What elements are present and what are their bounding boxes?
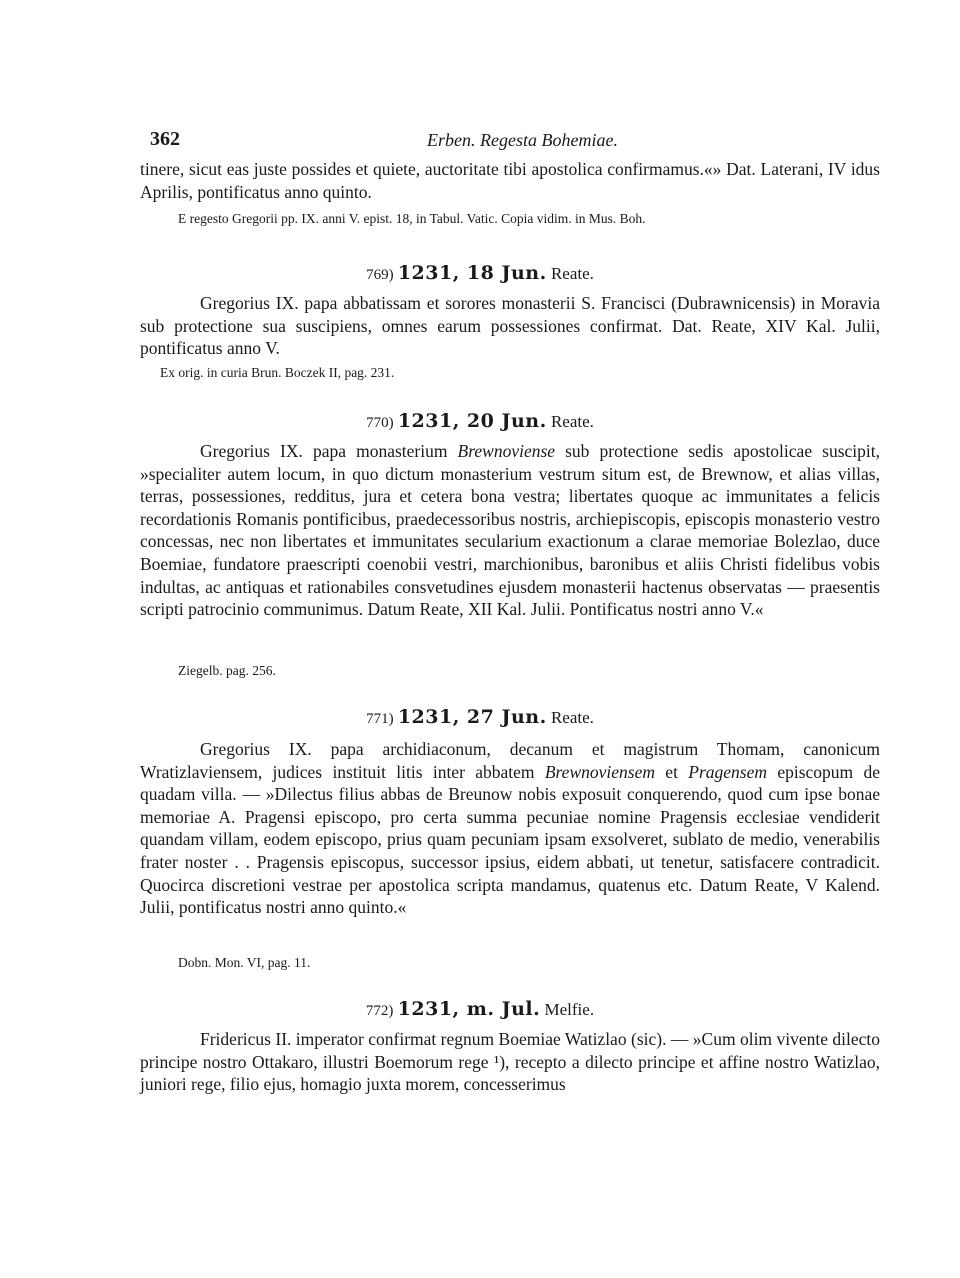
entry-date: 1231, 20 Jun.	[397, 410, 547, 432]
entry-771-heading	[0, 706, 960, 728]
entry-date: 1231, 18 Jun.	[397, 262, 547, 284]
entry-771-source: Dobn. Mon. VI, pag. 11.	[178, 955, 311, 970]
continuation-block	[140, 158, 880, 203]
entry-text: Gregorius IX. papa monasterium	[200, 441, 458, 461]
page-header	[150, 128, 870, 152]
entry-text-continued: sub protectione sedis apostolicae suscipit, »specialiter autem locum, in quo dictum monasterium vestrum situm est, de Brewnow, et alias villas, terras, possessiones, redditus, jura et cetera bona vestra; libertates quoque ac immunitates a felicis recordationis Romanis pontificibus, praedecessoribus nostris, archiepiscopis, episcopis monasterio vestro concessas, nec non libertates et immunitates secularium exactionum a clarae memoriae Bolezlao, duce Boemiae, fundatore praescripti coenobii vestri, marchionibus, baronibus et aliis Christi fidelibus vobis indultas, ac antiquas et rationabiles consvetudines ejusdem monasterii hactenus observatas — praesentis scripti patrocinio communimus. Datum Reate, XII Kal. Julii. Pontificatus nostri anno V.«	[140, 441, 881, 620]
entry-772-body	[140, 1028, 880, 1096]
entry-place: Reate.	[550, 708, 594, 727]
entry-text: Gregorius IX. papa abbatissam et sorores monasterii S. Francisci (Dubrawnicensis) in Moravia sub protectione sua suscipiens, omnes earum possessiones confirmat. Dat. Reate, XIV Kal. Julii, pontificatus anno V.	[140, 293, 880, 359]
continuation-source: E regesto Gregorii pp. IX. anni V. epist. 18, in Tabul. Vatic. Copia vidim. in Mus. Boh.	[178, 211, 646, 226]
entry-number: 770)	[366, 415, 394, 431]
entry-772-heading	[0, 998, 960, 1020]
bishop-name: Pragensem	[688, 761, 767, 782]
entry-date: 1231, m. Jul.	[397, 998, 541, 1020]
entry-text: Fridericus II. imperator confirmat regnum Boemiae Watizlao (sic). — »Cum olim vivente dilecto principe nostro Ottakaro, illustri Boemorum rege ¹), recepto a dilecto principe et affine nostro Watizlao, juniori rege, filio ejus, homagio juxta morem, concesserimus	[140, 1029, 880, 1095]
entry-770-source: Ziegelb. pag. 256.	[178, 663, 276, 678]
entry-770-body	[140, 440, 880, 621]
entry-text-continued: episcopum de quadam villa. — »Dilectus filius abbas de Breunow nobis exposuit conquerendo, quod cum ipse bonae memoriae A. Pragensi episcopo, pro certa summa pecuniae nomine Pragensis ecclesiae vendiderit quandam villam, eodem episcopo, prius quam pecuniam ipsam exsolveret, sublato de medio, venerabilis frater noster . . Pragensis episcopus, successor ipsius, eidem abbati, ut tenetur, satisfacere contradicit. Quocirca discretioni vestrae per apostolica scripta mandamus, quatenus etc. Datum Reate, V Kalend. Julii, pontificatus nostri anno quinto.«	[140, 761, 880, 918]
entry-number: 772)	[365, 1003, 394, 1019]
entry-date: 1231, 27 Jun.	[397, 706, 547, 728]
running-title: Erben. Regesta Bohemiae.	[427, 130, 618, 150]
monastery-name: Brewnoviense	[457, 441, 556, 461]
entry-770-heading	[0, 410, 960, 432]
entry-number: 769)	[366, 267, 394, 283]
entry-place: Reate.	[550, 264, 594, 283]
entry-769-heading	[0, 262, 960, 284]
continuation-text: tinere, sicut eas juste possides et quiete, auctoritate tibi apostolica confirmamus.«» Dat. Laterani, IV idus Aprilis, pontificatus anno quinto.	[140, 159, 880, 202]
entry-text: Gregorius IX. papa archidiaconum, decanum et magistrum Thomam, canonicum Wratizlaviensem, judices instituit litis inter abbatem	[140, 739, 880, 782]
entry-769-source: Ex orig. in curia Brun. Boczek II, pag. 231.	[160, 365, 395, 380]
entry-769-body	[140, 292, 880, 360]
entry-number: 771)	[366, 711, 394, 727]
entry-place: Melfie.	[544, 1000, 595, 1019]
entry-771-body: Gregorius IX. papa archidiaconum, decanum et magistrum Thomam, canonicum Wratizlaviensem, judices instituit litis inter abbatem Brewnoviensem et Pragensem episcopum de quadam villa. — »Dilectus filius abbas de Breunow nobis exposuit conquerendo, quod cum ipse bonae memoriae A. Pragensi episcopo, pro certa summa pecuniae nomine Pragensis ecclesiae vendiderit quandam villam, eodem episcopo, prius quam pecuniam ipsam exsolveret, sublato de medio, venerabilis frater noster . . Pragensis episcopus, successor ipsius, eidem abbati, ut tenetur, satisfacere contradicit. Quocirca discretioni vestrae per apostolica scripta mandamus, quatenus etc. Datum Reate, V Kalend. Julii, pontificatus nostri anno quinto.«	[140, 739, 880, 918]
page-number: 362	[150, 128, 180, 150]
entry-place: Reate.	[550, 412, 594, 431]
abbot-name: Brewnoviensem	[544, 761, 655, 782]
